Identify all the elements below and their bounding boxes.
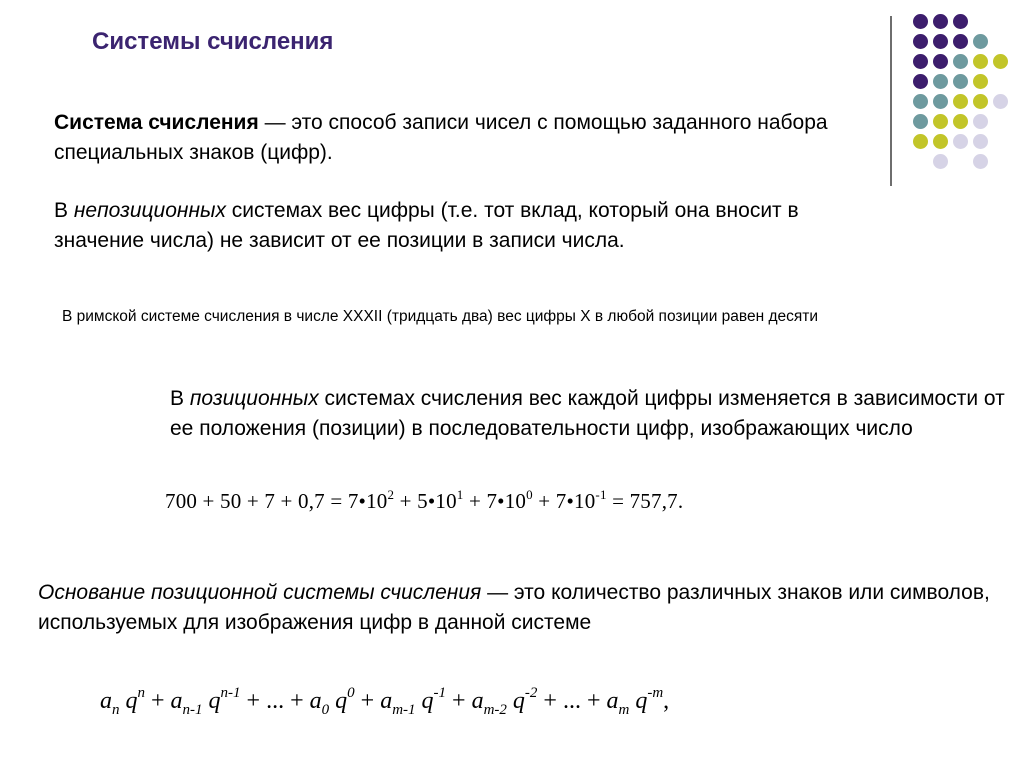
decorative-dot	[913, 54, 928, 69]
nonpositional-term: непозиционных	[73, 199, 226, 222]
example-term: 5•10	[417, 489, 457, 513]
decorative-dot	[913, 14, 928, 29]
formula-plus: +	[354, 688, 381, 714]
decorative-dot	[933, 54, 948, 69]
decorative-dot	[953, 134, 968, 149]
decorative-dot	[953, 114, 968, 129]
slide-title: Системы счисления	[92, 28, 334, 55]
example-plus: +	[394, 489, 418, 513]
decorative-dot	[913, 114, 928, 129]
decorative-dot	[933, 74, 948, 89]
decorative-dot	[973, 94, 988, 109]
formula-sub: m-2	[483, 701, 507, 718]
decorative-dot	[973, 34, 988, 49]
example-exponent: 0	[526, 487, 533, 502]
formula-a: a	[170, 688, 183, 714]
base-definition-term: Основание позиционной системы счисления	[38, 581, 482, 604]
positional-text: системах счисления вес каждой цифры изменяется в зависимости от ее положения (позиции) в последовательности цифр, изображающих число	[170, 387, 1005, 440]
formula-sub: 0	[321, 701, 330, 718]
decorative-dot	[953, 34, 968, 49]
decorative-dot	[993, 54, 1008, 69]
example-exponent: -1	[595, 487, 607, 502]
formula-plus: +	[240, 688, 267, 714]
decorative-dot	[933, 34, 948, 49]
positional-term: позиционных	[189, 387, 319, 410]
decorative-dot	[953, 94, 968, 109]
expansion-example	[165, 488, 683, 514]
formula-ellipsis: ...	[562, 688, 581, 714]
formula-q: q	[335, 688, 348, 714]
decorative-dot	[973, 54, 988, 69]
decorative-dot	[953, 74, 968, 89]
definition-text: — это способ записи чисел с помощью заданного набора специальных знаков (цифр).	[54, 111, 828, 164]
formula-sub: n-1	[182, 701, 203, 718]
decorative-dot	[933, 154, 948, 169]
formula-ellipsis: ...	[266, 688, 285, 714]
decorative-dot	[993, 94, 1008, 109]
formula-plus: +	[537, 688, 563, 714]
roman-example: В римской системе счисления в числе XXXII (тридцать два) вес цифры X в любой позиции равен десяти	[62, 308, 819, 325]
formula-plus: +	[580, 688, 607, 714]
base-definition-text: — это количество различных знаков или символов, используемых для изображения цифр в данной системе	[38, 581, 990, 634]
formula-end: ,	[663, 688, 670, 714]
vertical-divider	[890, 16, 892, 186]
nonpositional-text: системах вес цифры (т.е. тот вклад, который она вносит в значение числа) не зависит от ее позиции в записи числа.	[54, 199, 799, 252]
definition-paragraph	[54, 108, 854, 168]
decorative-dot	[953, 14, 968, 29]
formula-q: q	[421, 688, 434, 714]
example-exponent: 2	[387, 487, 395, 502]
formula-q: q	[125, 688, 138, 714]
decorative-dot	[973, 134, 988, 149]
decorative-dot	[933, 14, 948, 29]
example-equals: =	[606, 489, 630, 513]
formula-sup: -1	[433, 685, 447, 701]
formula-sup: 0	[347, 685, 355, 701]
formula-sup: n	[137, 685, 145, 701]
positional-formula	[88, 660, 669, 719]
formula-plus: +	[145, 688, 171, 714]
nonpositional-paragraph	[54, 196, 884, 256]
example-term: 7•10	[486, 489, 527, 513]
formula-q: q	[635, 688, 648, 714]
formula-a: a	[309, 688, 322, 714]
formula-q: q	[208, 688, 221, 714]
formula-sup: -m	[647, 685, 664, 701]
example-term: 7•10	[555, 489, 596, 513]
definition-term: Система счисления	[54, 111, 259, 134]
formula-plus: +	[284, 688, 310, 714]
positional-paragraph	[170, 384, 1010, 444]
example-sum: 700 + 50 + 7 + 0,7 =	[165, 489, 348, 513]
example-exponent: 1	[456, 487, 464, 502]
example-plus: +	[532, 489, 556, 513]
decorative-dot	[973, 154, 988, 169]
formula-sup: n-1	[220, 685, 241, 701]
formula-a: a	[606, 688, 619, 714]
formula-sub: m	[618, 701, 630, 718]
decorative-dot	[973, 74, 988, 89]
example-result: 757,7.	[629, 489, 684, 513]
formula-sup: -2	[524, 685, 538, 701]
example-term: 7•10	[347, 489, 388, 513]
positional-pre: В	[170, 387, 190, 410]
decorative-dot	[913, 74, 928, 89]
decorative-dot	[973, 114, 988, 129]
decorative-dot	[913, 34, 928, 49]
formula-plus: +	[446, 688, 472, 714]
formula-a: a	[471, 688, 484, 714]
formula-sub: m-1	[392, 701, 416, 718]
formula-a: a	[100, 688, 112, 714]
decorative-dot	[933, 114, 948, 129]
decorative-dot	[953, 54, 968, 69]
base-definition-paragraph	[38, 578, 1018, 638]
decorative-dot	[913, 94, 928, 109]
nonpositional-pre: В	[54, 199, 74, 222]
decorative-dot	[913, 134, 928, 149]
example-plus: +	[463, 489, 487, 513]
formula-q: q	[512, 688, 525, 714]
decorative-dot	[933, 134, 948, 149]
decorative-dot	[933, 94, 948, 109]
formula-a: a	[380, 688, 393, 714]
formula-sub: n	[112, 701, 120, 718]
